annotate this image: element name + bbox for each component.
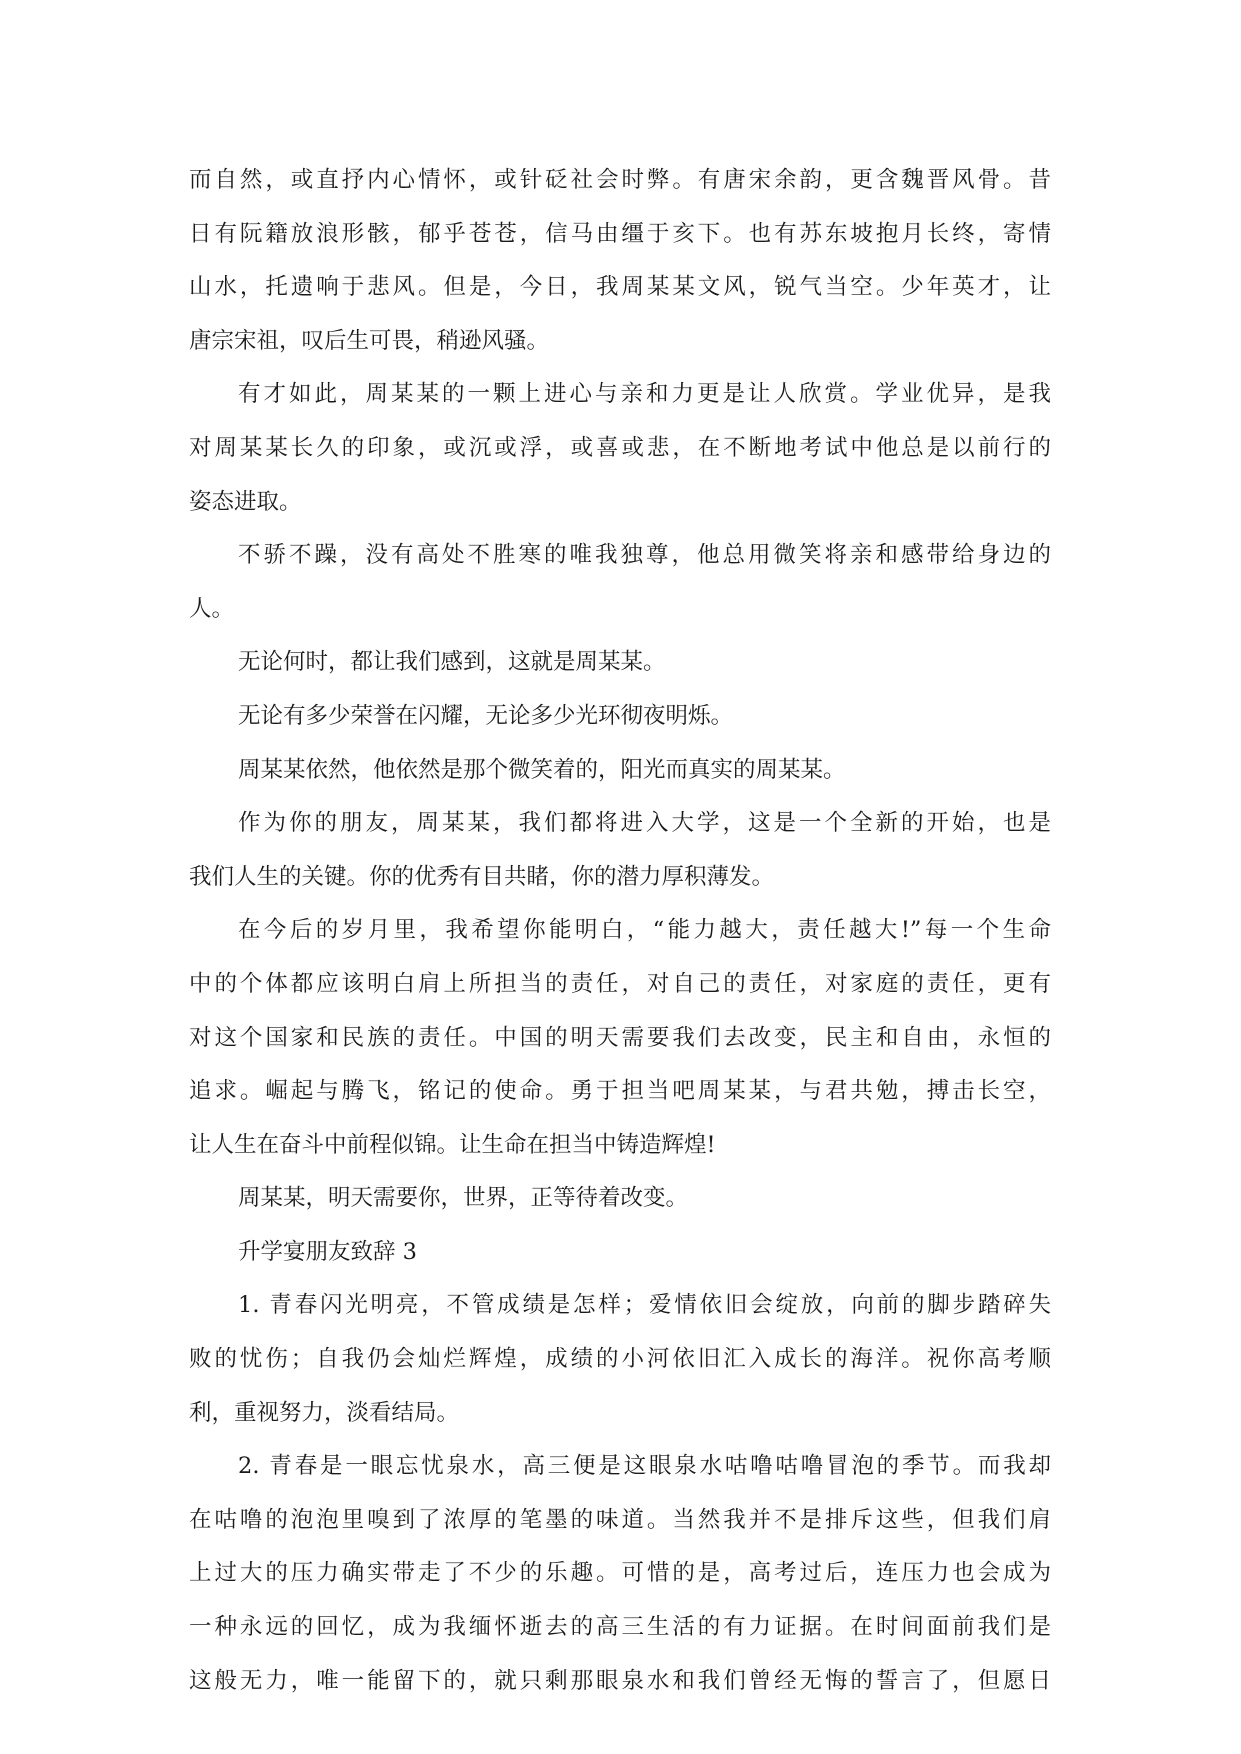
text-line: 无论有多少荣誉在闪耀，无论多少光环彻夜明烁。: [238, 702, 734, 729]
text-line: 无论何时，都让我们感到，这就是周某某。: [238, 649, 666, 676]
text-line: 山水，托遗响于悲风。但是，今日，我周某某文风，锐气当空。少年英才，让: [189, 274, 1051, 301]
text-line: 日有阮籍放浪形骸，郁乎苍苍，信马由缰于亥下。也有苏东坡抱月长终，寄情: [189, 220, 1051, 247]
section-heading: 升学宴朋友致辞 3: [238, 1238, 417, 1265]
text-line: 利，重视努力，淡看结局。: [189, 1399, 460, 1426]
text-line: 对周某某长久的印象，或沉或浮，或喜或悲，在不断地考试中他总是以前行的: [189, 434, 1051, 461]
text-line: 败的忧伤；自我仍会灿烂辉煌，成绩的小河依旧汇入成长的海洋。祝你高考顺: [189, 1346, 1051, 1373]
text-line: 追求。崛起与腾飞，铭记的使命。勇于担当吧周某某，与君共勉，搏击长空，: [189, 1078, 1051, 1105]
text-line: 唐宗宋祖，叹后生可畏，稍逊风骚。: [189, 327, 550, 354]
text-line: 中的个体都应该明白肩上所担当的责任，对自己的责任，对家庭的责任，更有: [189, 970, 1051, 997]
text-line: 上过大的压力确实带走了不少的乐趣。可惜的是，高考过后，连压力也会成为: [189, 1560, 1051, 1587]
text-line: 不骄不躁，没有高处不胜寒的唯我独尊，他总用微笑将亲和感带给身边的: [238, 542, 1051, 569]
text-line: 人。: [189, 595, 235, 622]
text-line: 而自然，或直抒内心情怀，或针砭社会时弊。有唐宋余韵，更含魏晋风骨。昔: [189, 167, 1051, 193]
text-line: 对这个国家和民族的责任。中国的明天需要我们去改变，民主和自由，永恒的: [189, 1024, 1051, 1051]
text-line: 让人生在奋斗中前程似锦。让生命在担当中铸造辉煌!: [189, 1131, 716, 1158]
text-line: 一种永远的回忆，成为我缅怀逝去的高三生活的有力证据。在时间面前我们是: [189, 1614, 1051, 1641]
text-line: 周某某，明天需要你，世界，正等待着改变。: [238, 1185, 689, 1212]
text-line: 我们人生的关键。你的优秀有目共睹，你的潜力厚积薄发。: [189, 863, 775, 890]
text-line: 在咕噜的泡泡里嗅到了浓厚的笔墨的味道。当然我并不是排斥这些，但我们肩: [189, 1506, 1051, 1533]
text-line: 2. 青春是一眼忘忧泉水，高三便是这眼泉水咕噜咕噜冒泡的季节。而我却: [238, 1453, 1051, 1480]
text-line: 1. 青春闪光明亮，不管成绩是怎样；爱情依旧会绽放，向前的脚步踏碎失: [238, 1292, 1051, 1319]
text-line: 有才如此，周某某的一颗上进心与亲和力更是让人欣赏。学业优异，是我: [238, 381, 1051, 408]
text-line: 这般无力，唯一能留下的，就只剩那眼泉水和我们曾经无悔的誓言了，但愿日: [189, 1667, 1051, 1694]
text-line: 作为你的朋友，周某某，我们都将进入大学，这是一个全新的开始，也是: [238, 810, 1051, 837]
document-body: [189, 154, 1051, 1708]
text-line: 周某某依然，他依然是那个微笑着的，阳光而真实的周某某。: [238, 756, 846, 783]
text-line: 姿态进取。: [189, 488, 302, 515]
text-line: 在今后的岁月里，我希望你能明白，“能力越大，责任越大!”每一个生命: [238, 917, 1051, 944]
